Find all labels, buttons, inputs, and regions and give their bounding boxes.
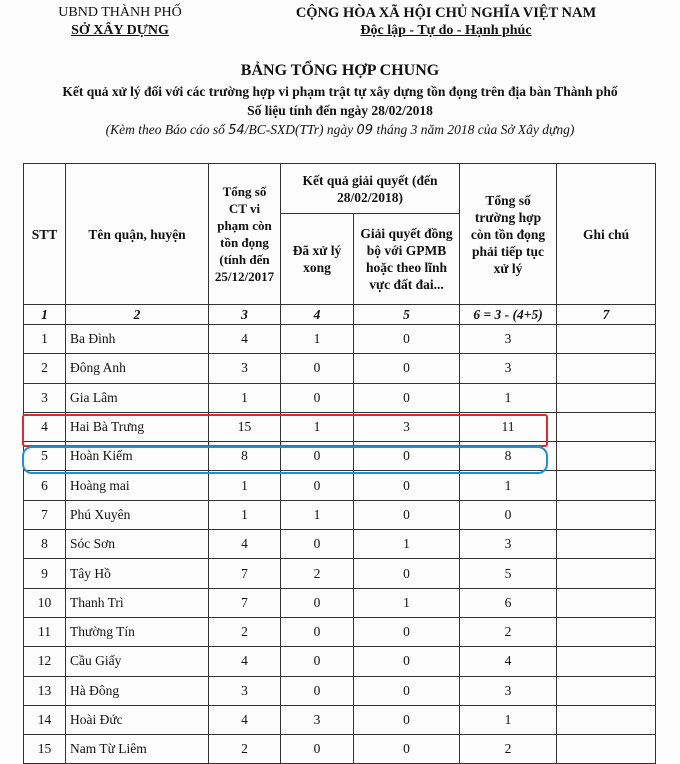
cell-gpmb: 0 [354,559,460,588]
cell-total: 3 [209,354,281,383]
table-row [24,383,656,412]
cell-stt: 15 [24,735,66,764]
table-row [24,676,656,705]
cell-note [557,647,656,676]
cell-total: 1 [209,383,281,412]
cell-total: 1 [209,500,281,529]
header-gpmb: Giải quyết đồng bộ với GPMB hoặc theo lĩnh vực đất đai... [354,214,460,305]
cell-stt: 2 [24,354,66,383]
attachment-text-2: /BC-SXD(TTr) ngày [244,122,357,137]
cell-district: Tây Hồ [66,559,209,588]
cell-stt: 7 [24,500,66,529]
nation-name: CỘNG HÒA XÃ HỘI CHỦ NGHĨA VIỆT NAM [295,5,597,21]
cell-remaining: 3 [460,676,557,705]
cell-gpmb: 0 [354,442,460,471]
cell-remaining: 1 [460,705,557,734]
cell-note [557,442,656,471]
cell-stt: 3 [24,383,66,412]
cell-total: 15 [209,412,281,441]
cell-note [557,559,656,588]
cell-stt: 6 [24,471,66,500]
report-number-handwritten: 54 [228,123,245,138]
cell-district: Thường Tín [66,617,209,646]
column-number: 4 [281,305,354,325]
cell-district: Đông Anh [66,354,209,383]
cell-district: Hoài Đức [66,705,209,734]
attachment-text-3: tháng 3 năm 2018 của Sở Xây dựng) [373,122,575,137]
cell-gpmb: 0 [354,676,460,705]
cell-gpmb: 0 [354,500,460,529]
cell-note [557,325,656,354]
table-row [24,735,656,764]
cell-handled: 0 [281,530,354,559]
table-row [24,442,656,471]
table-row [24,325,656,354]
table-row [24,471,656,500]
header-stt: STT [24,164,66,305]
cell-district: Nam Từ Liêm [66,735,209,764]
cell-gpmb: 0 [354,617,460,646]
cell-district: Sóc Sơn [66,530,209,559]
cell-remaining: 3 [460,530,557,559]
cell-handled: 0 [281,588,354,617]
cell-stt: 14 [24,705,66,734]
cell-stt: 11 [24,617,66,646]
cell-handled: 1 [281,412,354,441]
cell-total: 3 [209,676,281,705]
table-row [24,500,656,529]
table-row [24,705,656,734]
cell-stt: 13 [24,676,66,705]
cell-note [557,735,656,764]
cell-total: 2 [209,735,281,764]
cell-note [557,471,656,500]
summary-table [23,163,656,764]
cell-note [557,705,656,734]
cell-remaining: 8 [460,442,557,471]
cell-remaining: 5 [460,559,557,588]
cell-district: Hai Bà Trưng [66,412,209,441]
agency-line-1: UBND THÀNH PHỐ [58,5,182,20]
cell-note [557,676,656,705]
table-row [24,647,656,676]
cell-note [557,412,656,441]
cell-total: 4 [209,530,281,559]
cell-handled: 0 [281,442,354,471]
cell-handled: 0 [281,471,354,500]
cell-total: 1 [209,471,281,500]
cell-gpmb: 0 [354,325,460,354]
column-number: 5 [354,305,460,325]
cell-note [557,354,656,383]
cell-handled: 3 [281,705,354,734]
cell-handled: 0 [281,735,354,764]
national-header [236,4,656,40]
cell-district: Hoàn Kiếm [66,442,209,471]
column-number: 3 [209,305,281,325]
cell-gpmb: 3 [354,412,460,441]
cell-gpmb: 0 [354,471,460,500]
cell-gpmb: 1 [354,530,460,559]
attachment-text-1: (Kèm theo Báo cáo số [105,122,229,137]
cell-gpmb: 1 [354,588,460,617]
table-row [24,588,656,617]
column-number: 2 [66,305,209,325]
cell-total: 4 [209,325,281,354]
cell-remaining: 1 [460,471,557,500]
data-date-line: Số liệu tính đến ngày 28/02/2018 [247,103,433,118]
cell-handled: 2 [281,559,354,588]
cell-stt: 9 [24,559,66,588]
issuing-agency [20,4,220,40]
cell-remaining: 0 [460,500,557,529]
agency-line-2: SỞ XÂY DỰNG [71,23,169,38]
header-note: Ghi chú [557,164,656,305]
table-row [24,617,656,646]
national-motto: Độc lập - Tự do - Hạnh phúc [360,23,532,38]
cell-note [557,588,656,617]
header-total: Tổng số CT vi phạm còn tồn đọng (tính đến 25/12/2017 [209,164,281,305]
document-title: BẢNG TỔNG HỢP CHUNG [240,62,440,79]
cell-total: 7 [209,559,281,588]
cell-note [557,530,656,559]
cell-note [557,383,656,412]
cell-district: Hà Đông [66,676,209,705]
cell-stt: 1 [24,325,66,354]
cell-handled: 0 [281,617,354,646]
cell-handled: 0 [281,383,354,412]
cell-gpmb: 0 [354,705,460,734]
header-handled: Đã xử lý xong [281,214,354,305]
cell-stt: 10 [24,588,66,617]
table-row [24,412,656,441]
cell-gpmb: 0 [354,647,460,676]
cell-remaining: 2 [460,617,557,646]
table-row [24,559,656,588]
cell-total: 4 [209,647,281,676]
cell-stt: 12 [24,647,66,676]
cell-remaining: 4 [460,647,557,676]
cell-handled: 0 [281,354,354,383]
cell-stt: 4 [24,412,66,441]
cell-gpmb: 0 [354,735,460,764]
cell-total: 4 [209,705,281,734]
cell-total: 7 [209,588,281,617]
header-district: Tên quận, huyện [66,164,209,305]
cell-stt: 8 [24,530,66,559]
table-row [24,530,656,559]
cell-total: 2 [209,617,281,646]
cell-remaining: 1 [460,383,557,412]
cell-district: Thanh Trì [66,588,209,617]
cell-note [557,500,656,529]
cell-total: 8 [209,442,281,471]
report-day-handwritten: 09 [356,123,374,138]
column-number: 1 [24,305,66,325]
table-row [24,354,656,383]
cell-handled: 0 [281,647,354,676]
cell-handled: 1 [281,500,354,529]
cell-gpmb: 0 [354,354,460,383]
cell-stt: 5 [24,442,66,471]
cell-district: Phú Xuyên [66,500,209,529]
document-subtitle: Kết quả xử lý đối với các trường hợp vi phạm trật tự xây dựng tồn đọng trên địa bàn Thành phố [62,84,618,99]
cell-remaining: 11 [460,412,557,441]
table-body [24,325,656,764]
cell-remaining: 6 [460,588,557,617]
cell-district: Gia Lâm [66,383,209,412]
column-number-row [24,305,656,325]
cell-remaining: 3 [460,354,557,383]
cell-district: Ba Đình [66,325,209,354]
cell-remaining: 2 [460,735,557,764]
cell-district: Hoàng mai [66,471,209,500]
header-result-group: Kết quả giải quyết (đến 28/02/2018) [281,164,460,214]
cell-handled: 0 [281,676,354,705]
cell-gpmb: 0 [354,383,460,412]
attachment-note [0,122,680,138]
column-number: 7 [557,305,656,325]
cell-remaining: 3 [460,325,557,354]
column-number: 6 = 3 - (4+5) [460,305,557,325]
cell-handled: 1 [281,325,354,354]
cell-district: Cầu Giấy [66,647,209,676]
header-remaining: Tổng số trường hợp còn tồn đọng phải tiếp tục xử lý [460,164,557,305]
cell-note [557,617,656,646]
